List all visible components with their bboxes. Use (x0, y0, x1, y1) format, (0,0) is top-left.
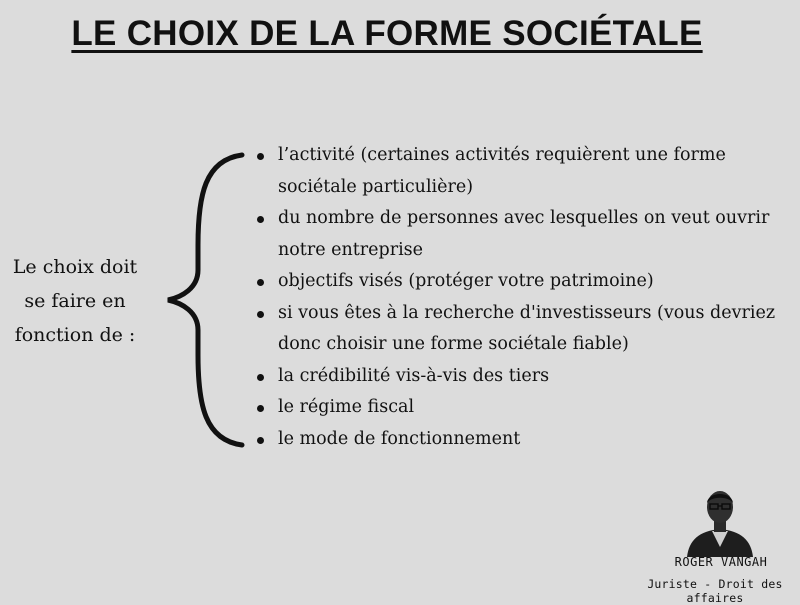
criteria-item: la crédibilité vis-à-vis des tiers (255, 361, 795, 393)
curly-brace (160, 150, 250, 450)
page-title: LE CHOIX DE LA FORME SOCIÉTALE (71, 14, 703, 53)
author-photo (681, 485, 759, 557)
criteria-item: le régime fiscal (255, 392, 795, 424)
criteria-list (255, 140, 795, 455)
criteria-item: le mode de fonctionnement (255, 424, 795, 456)
criteria-item: l’activité (certaines activités requièrent une forme sociétale particulière) (255, 140, 795, 203)
author-role: Juriste - Droit des affaires (647, 577, 783, 605)
lead-text: Le choix doit se faire en fonction de : (12, 256, 138, 346)
criteria-item: si vous êtes à la recherche d'investisseurs (vous devriez donc choisir une forme sociétale fiable) (255, 298, 795, 361)
criteria-item: objectifs visés (protéger votre patrimoine) (255, 266, 795, 298)
criteria-item: du nombre de personnes avec lesquelles on veut ouvrir notre entreprise (255, 203, 795, 266)
author-name: ROGER VANGAH (674, 555, 768, 569)
